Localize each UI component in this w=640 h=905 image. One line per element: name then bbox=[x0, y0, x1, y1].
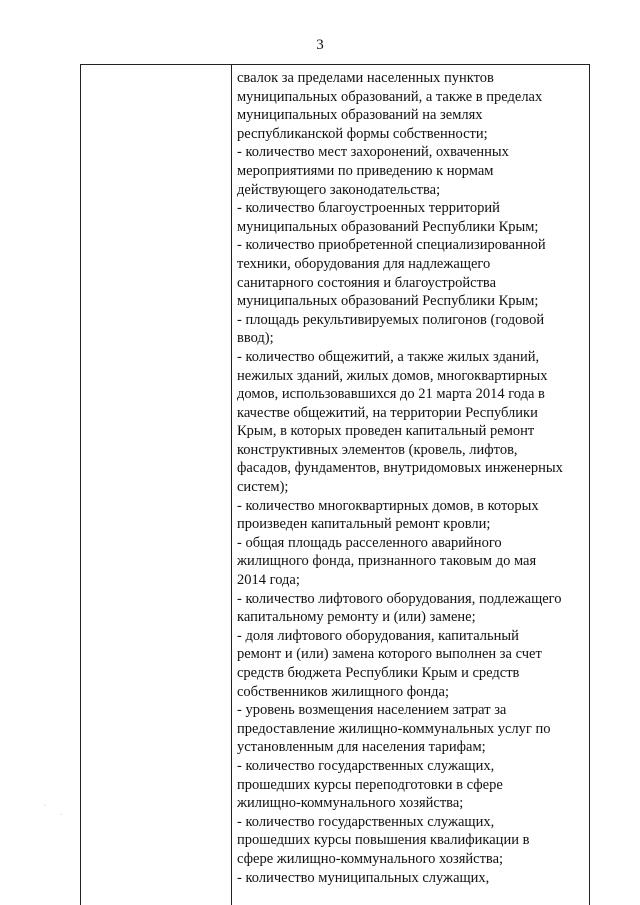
table-right-cell bbox=[232, 65, 589, 905]
scan-speck: · bbox=[60, 812, 62, 818]
indicator-paragraph-12: - количество государственных служащих, прошедших курсы переподготовки в сфере жилищно-коммунального хозяйства; bbox=[237, 757, 503, 812]
page-number: 3 bbox=[316, 37, 324, 53]
indicator-paragraph-3: - количество благоустроенных территорий муниципальных образований Республики Крым; bbox=[237, 200, 539, 235]
indicator-paragraph-6: - количество общежитий, а также жилых зданий, нежилых зданий, жилых домов, многоквартирных домов, использовавшихся до 21 марта 2014 года в качестве общежитий, на территории Республики Крым, в которых проведен капитальный ремонт конструктивных элементов (кровель, лифтов, фасадов, фундаментов, внутридомовых инженерных систем); bbox=[237, 348, 563, 496]
scan-speck: · bbox=[44, 803, 46, 809]
indicator-paragraph-11: - уровень возмещения населением затрат за предоставление жилищно-коммунальных услуг по установленным для населения тарифам; bbox=[237, 702, 551, 756]
document-table bbox=[80, 64, 590, 905]
indicator-paragraph-5: - площадь рекультивируемых полигонов (годовой ввод); bbox=[237, 311, 545, 347]
indicator-paragraph-1: свалок за пределами населенных пунктов муниципальных образований, а также в пределах муниципальных образований на землях республиканской формы собственности; bbox=[237, 70, 543, 142]
table-left-cell bbox=[81, 65, 232, 905]
indicator-paragraph-9: - количество лифтового оборудования, подлежащего капитальному ремонту и (или) замене; bbox=[237, 590, 562, 626]
indicator-paragraph-8: - общая площадь расселенного аварийного жилищного фонда, признанного таковым до мая 2014 года; bbox=[237, 534, 537, 589]
indicator-paragraph-2: - количество мест захоронений, охваченных мероприятиями по приведению к нормам действующего законодательства; bbox=[237, 144, 509, 198]
indicator-paragraph-7: - количество многоквартирных домов, в которых произведен капитальный ремонт кровли; bbox=[237, 497, 539, 533]
indicator-paragraph-10: - доля лифтового оборудования, капитальный ремонт и (или) замена которого выполнен за счет средств бюджета Республики Крым и средств собственников жилищного фонда; bbox=[237, 627, 542, 700]
indicator-paragraph-4: - количество приобретенной специализированной техники, оборудования для надлежащего санитарного состояния и благоустройства муниципальных образований Республики Крым; bbox=[237, 237, 546, 310]
indicator-paragraph-14: - количество муниципальных служащих, bbox=[237, 869, 490, 886]
indicator-paragraph-13: - количество государственных служащих, прошедших курсы повышения квалификации в сфере жилищно-коммунального хозяйства; bbox=[237, 813, 530, 867]
